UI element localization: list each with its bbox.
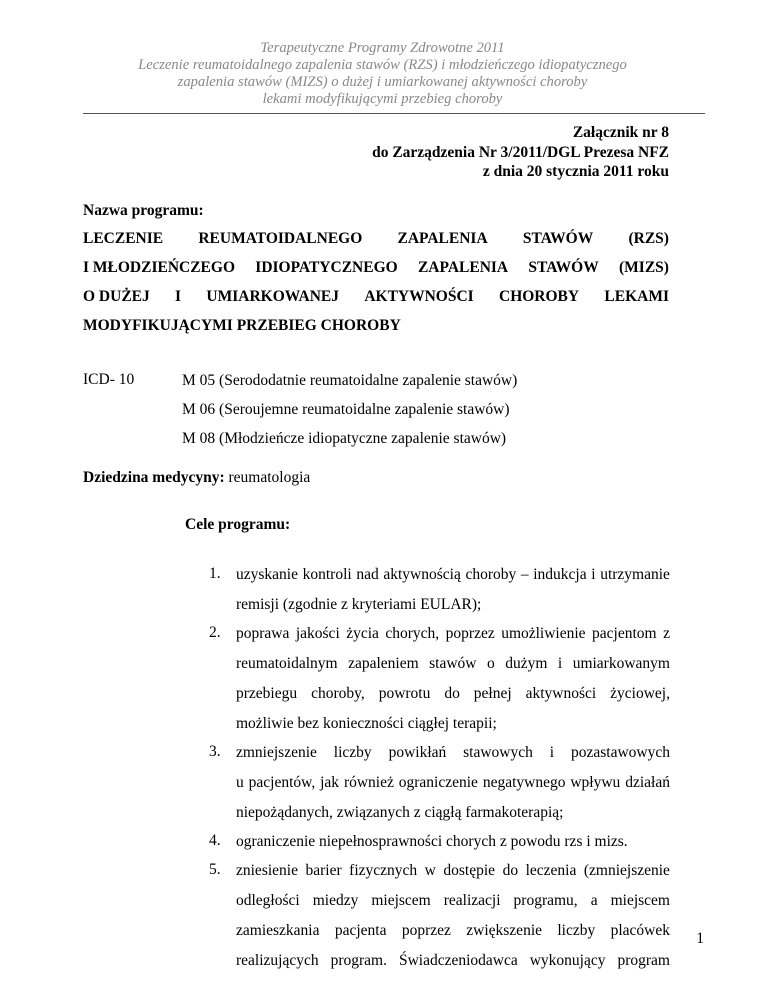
goal-word: aktywnością <box>383 566 461 583</box>
goal-word: i <box>557 655 563 672</box>
goal-word: dostępie <box>443 862 496 879</box>
goal-word: indukcja <box>533 566 587 583</box>
goal-word: stawów <box>429 655 477 672</box>
goal-line <box>236 654 670 684</box>
icd-item: M 06 (Seroujemne reumatoidalne zapalenie stawów) <box>182 401 510 418</box>
goal-word: choroby, <box>311 685 365 702</box>
goal-word: jakości <box>295 625 340 642</box>
goal-word: wykonujący <box>529 952 606 969</box>
goal-word: pacjentów, <box>248 774 316 791</box>
goal-word: jak <box>320 774 340 791</box>
goal-word: barier <box>305 862 342 879</box>
program-name-word: (RZS) <box>628 230 669 247</box>
goal-word: działań <box>625 774 670 791</box>
program-name-word: (MIZS) <box>619 259 669 276</box>
goal-word: powikłań <box>388 744 447 761</box>
goal-word: poprawa <box>236 625 290 642</box>
goal-word: programu, <box>513 892 578 909</box>
program-name-line <box>83 285 669 314</box>
goal-word: zwiększenie <box>466 922 543 939</box>
goal-line <box>236 624 670 654</box>
goal-line <box>236 684 670 714</box>
program-name-line <box>83 256 669 285</box>
goal-word: miejscem <box>610 892 670 909</box>
program-name-word: REUMATOIDALNEGO <box>198 230 363 247</box>
goal-word: u <box>236 774 244 791</box>
header-line: Terapeutyczne Programy Zdrowotne 2011 <box>260 40 505 56</box>
program-name-line <box>83 227 669 256</box>
program-name-word: IDIOPATYCZNEGO <box>255 259 398 276</box>
goal-word: program. <box>330 952 387 969</box>
header-divider <box>83 113 705 114</box>
goal-word: ograniczenie <box>398 774 478 791</box>
annex-date: z dnia 20 stycznia 2011 roku <box>482 163 669 180</box>
goal-line <box>236 565 670 595</box>
goal-word: realizacji <box>443 892 501 909</box>
program-name-word: CHOROBY <box>499 288 580 305</box>
header-line: zapalenia stawów (MIZS) o dużej i umiarkowanej aktywności choroby <box>177 74 588 90</box>
program-name-word: O DUŻEJ <box>83 288 150 305</box>
header-line: lekami modyfikującymi przebieg choroby <box>262 91 503 107</box>
page-number: 1 <box>696 930 704 947</box>
goal-line <box>236 861 670 891</box>
program-name-word: AKTYWNOŚCI <box>364 288 474 305</box>
goal-word: życiowej, <box>610 685 670 702</box>
program-name-word: ZAPALENIA <box>397 230 488 247</box>
goal-word: umiarkowanym <box>572 655 670 672</box>
goal-word: życia <box>346 625 379 642</box>
medical-field-label: Dziedzina medycyny: <box>83 469 225 486</box>
goal-word: leczenia <box>525 862 577 879</box>
goal-item <box>209 832 670 852</box>
goal-word: kontroli <box>302 566 352 583</box>
goal-number: 1. <box>209 565 221 582</box>
goal-word: choroby <box>465 566 517 583</box>
goal-word: do <box>502 862 519 879</box>
annex-ordinance: do Zarządzenia Nr 3/2011/DGL Prezesa NFZ <box>372 143 669 161</box>
goal-line <box>236 891 670 921</box>
goal-item <box>209 743 670 823</box>
goal-word: liczby <box>333 744 372 761</box>
goal-word: zniesienie <box>236 862 298 879</box>
goal-number: 5. <box>209 861 221 878</box>
header-line: Leczenie reumatoidalnego zapalenia stawów (RZS) i młodzieńczego idiopatycznego <box>138 57 627 73</box>
goal-word: remisji (zgodnie z kryteriami EULAR); <box>236 596 482 613</box>
goal-word: zapaleniem <box>348 655 419 672</box>
goal-word: poprzez <box>401 922 451 939</box>
goal-word: placówek <box>610 922 670 939</box>
goal-word: poprzez <box>445 625 495 642</box>
goal-word: stawowych <box>463 744 533 761</box>
goal-word: uzyskanie <box>236 566 298 583</box>
goal-number: 2. <box>209 624 221 641</box>
program-name <box>83 227 669 343</box>
goal-word: chorych, <box>385 625 440 642</box>
goal-line <box>236 714 670 734</box>
goal-item <box>209 861 670 981</box>
goal-word: pacjentom <box>592 625 657 642</box>
goal-item <box>209 565 670 615</box>
goal-line <box>236 832 670 852</box>
program-name-word: I MŁODZIEŃCZEGO <box>83 259 236 276</box>
page-header <box>60 40 705 108</box>
goal-number: 3. <box>209 743 221 760</box>
goal-word: pełnej <box>473 685 512 702</box>
goal-word: o <box>486 655 495 672</box>
goal-word: dużym <box>505 655 548 672</box>
medical-field-value: reumatologia <box>228 469 311 486</box>
goal-word: liczby <box>557 922 596 939</box>
goal-word: zamieszkania <box>236 922 320 939</box>
goal-word: pacjenta <box>334 922 387 939</box>
goal-word: realizujących <box>236 952 319 969</box>
goal-line <box>236 803 670 823</box>
goal-word: wpływu <box>570 774 621 791</box>
program-name-label: Nazwa programu: <box>83 202 204 219</box>
icd-label: ICD- 10 <box>83 371 135 388</box>
goal-word: do <box>444 685 460 702</box>
medical-field <box>83 469 310 487</box>
goal-item <box>209 624 670 734</box>
goal-word: program <box>617 952 670 969</box>
goal-word: możliwie bez konieczności ciągłej terapii; <box>236 715 497 732</box>
goal-word: umożliwienie <box>501 625 586 642</box>
annex-block <box>372 123 669 182</box>
goal-word: negatywnego <box>482 774 566 791</box>
goal-line <box>236 773 670 803</box>
goal-word: niepożądanych, związanych z ciągłą farmakoterapią; <box>236 804 564 821</box>
program-name-word: UMIARKOWANEJ <box>206 288 340 305</box>
goal-word: miedzy <box>312 892 359 909</box>
icd-item: M 05 (Serododatnie reumatoidalne zapalenie stawów) <box>182 372 518 389</box>
goal-word: a <box>590 892 598 909</box>
goal-line <box>236 595 670 615</box>
goal-word: (zmniejszenie <box>583 862 670 879</box>
goal-word: zmniejszenie <box>236 744 317 761</box>
goal-word: również <box>343 774 394 791</box>
icd-codes-list <box>182 371 517 458</box>
goal-word: w <box>424 862 436 879</box>
goal-line <box>236 951 670 981</box>
goals-list <box>209 565 670 990</box>
goal-word: Świadczeniodawca <box>398 952 518 969</box>
program-name-word: LEKAMI <box>604 288 669 305</box>
goal-word: utrzymanie <box>600 566 670 583</box>
goal-word: ograniczenie niepełnosprawności chorych z powodu rzs i mizs. <box>236 833 628 850</box>
program-name-word: LECZENIE <box>83 230 164 247</box>
program-name-word: MODYFIKUJĄCYMI PRZEBIEG CHOROBY <box>83 317 401 334</box>
goal-word: pozastawowych <box>570 744 670 761</box>
goal-word: z <box>663 625 670 642</box>
goal-word: fizycznych <box>349 862 418 879</box>
program-name-word: I <box>175 288 182 305</box>
goal-line <box>236 743 670 773</box>
goal-word: nad <box>356 566 379 583</box>
program-name-line <box>83 314 669 343</box>
goal-line <box>236 921 670 951</box>
goal-word: miejscem <box>371 892 431 909</box>
goal-word: powrotu <box>378 685 431 702</box>
goal-word: aktywności <box>525 685 597 702</box>
goal-number: 4. <box>209 832 221 849</box>
icd-item: M 08 (Młodzieńcze idiopatyczne zapalenie stawów) <box>182 430 507 447</box>
goal-word: i <box>591 566 596 583</box>
goals-title: Cele programu: <box>185 516 291 533</box>
goal-word: przebiegu <box>236 685 298 702</box>
goal-word: i <box>549 744 555 761</box>
annex-number: Załącznik nr 8 <box>572 124 669 141</box>
goal-word: – <box>520 566 529 583</box>
program-name-word: STAWÓW <box>528 259 599 276</box>
goal-word: odległości <box>236 892 300 909</box>
program-name-word: STAWÓW <box>522 230 594 247</box>
goal-word: reumatoidalnym <box>236 655 338 672</box>
program-name-word: ZAPALENIA <box>417 259 509 276</box>
